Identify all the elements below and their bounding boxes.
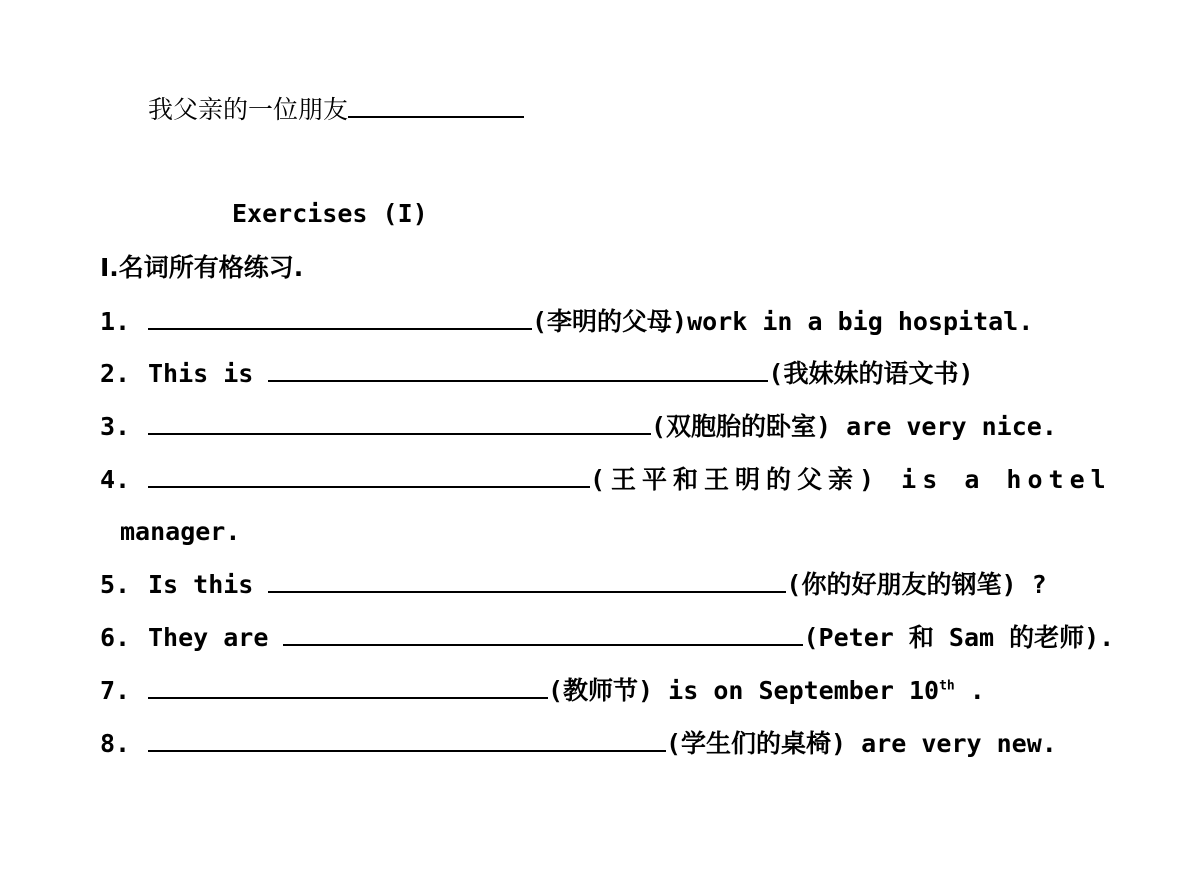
item-hint: (双胞胎的卧室) [651,412,832,441]
exercise-item-4-continued [120,517,240,547]
exercise-item-1 [100,306,1033,337]
answer-blank[interactable] [283,622,803,646]
item-after: are very new. [846,729,1057,758]
exercise-item-8 [100,728,1057,759]
phrase-blank[interactable] [348,94,524,118]
item-number: 5. [100,570,131,599]
item-after: ? [1031,570,1047,599]
page-title: Exercises (I) [232,199,428,228]
exercise-item-3 [100,411,1057,442]
ordinal-suffix: th [939,678,955,694]
item-after: is on September 10 [653,676,940,705]
item-after: manager. [120,517,241,546]
exercise-item-2 [100,358,974,389]
item-hint: (王平和王明的父亲) [590,465,881,494]
item-number: 6. [100,623,131,652]
item-number: 8. [100,729,131,758]
phrase-text: 我父亲的一位朋友 [148,95,349,124]
item-before: Is this [148,570,254,599]
item-hint: (教师节) [548,676,654,705]
item-after: is a hotel [880,465,1112,494]
item-hint: (我妹妹的语文书) [768,359,974,388]
item-hint: (你的好朋友的钢笔) [786,570,1017,599]
answer-blank[interactable] [148,675,548,699]
item-hint: (李明的父母) [532,307,688,336]
item-after: . [1099,623,1115,652]
item-before: This is [148,359,254,388]
item-end: . [954,676,985,705]
answer-blank[interactable] [268,358,768,382]
answer-blank[interactable] [148,411,651,435]
item-after: are very nice. [831,412,1057,441]
exercise-item-7 [100,675,985,706]
answer-blank[interactable] [148,464,590,488]
item-number: 2. [100,359,131,388]
item-after: work in a big hospital. [687,307,1034,336]
section-heading: I.名词所有格练习. [100,253,304,282]
item-number: 7. [100,676,131,705]
phrase-line [148,94,524,125]
answer-blank[interactable] [148,306,532,330]
exercise-item-6 [100,622,1114,653]
item-number: 4. [100,465,131,494]
exercise-item-5 [100,569,1047,600]
exercise-item-4 [100,464,1112,495]
item-hint: (Peter 和 Sam 的老师) [803,623,1100,652]
item-before: They are [148,623,269,652]
answer-blank[interactable] [268,569,786,593]
item-number: 3. [100,412,131,441]
item-hint: (学生们的桌椅) [666,729,847,758]
item-number: 1. [100,307,131,336]
answer-blank[interactable] [148,728,666,752]
